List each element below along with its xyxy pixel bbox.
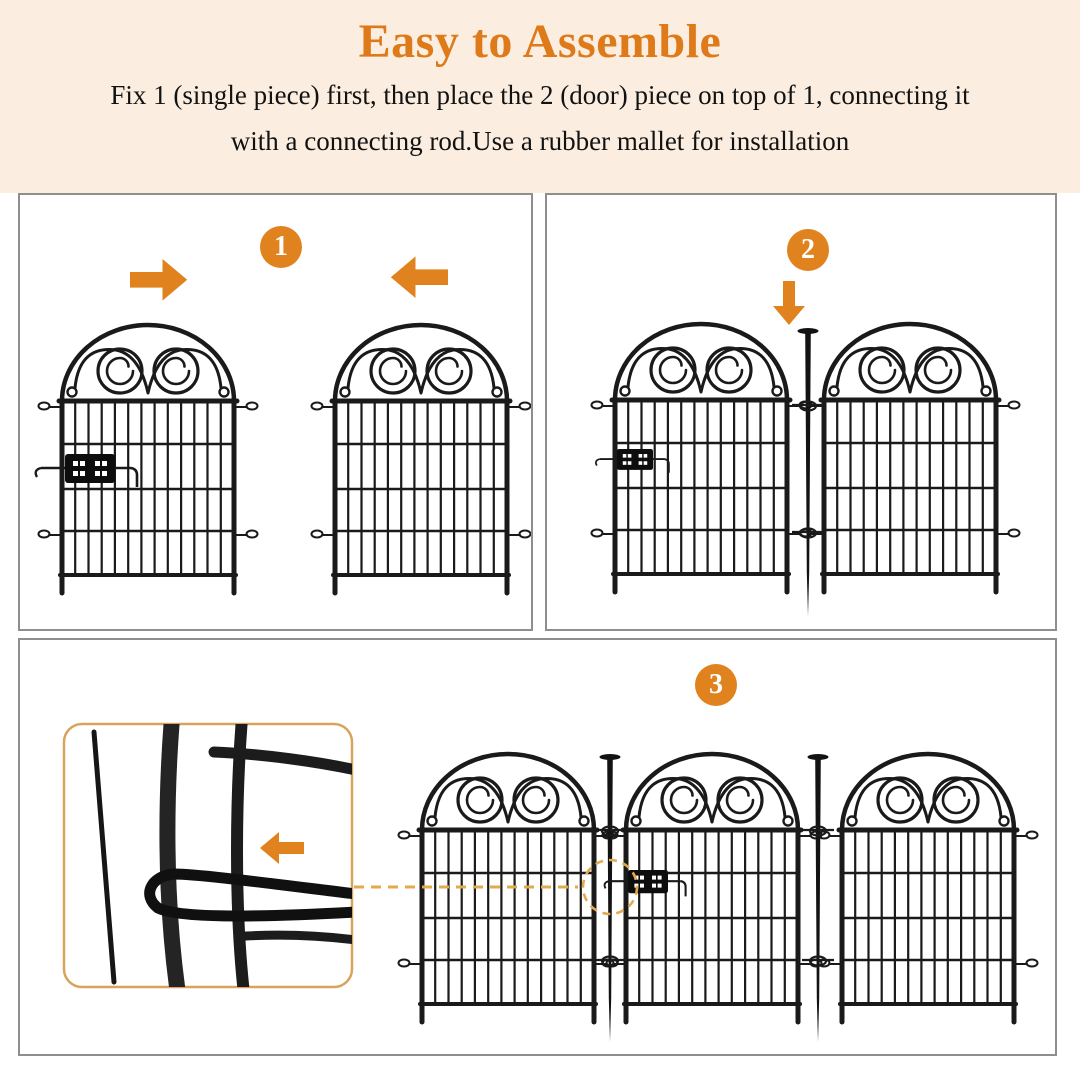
step-2-badge: [787, 229, 829, 271]
subtitle-line-2: with a connecting rod.Use a rubber mallet for installation: [230, 126, 850, 157]
connecting-rod-left: [600, 754, 621, 1042]
page-title: Easy to Assemble: [358, 15, 722, 68]
step-1-number: 1: [274, 231, 288, 262]
step-3-badge: [695, 664, 737, 706]
fence-panel-3: [819, 754, 1038, 1022]
step-3-illustration: [20, 640, 1055, 1054]
arrow-right-icon: [130, 259, 187, 301]
gate-latch: [596, 449, 669, 473]
step-1-badge: [260, 226, 302, 268]
arrow-left-icon: [391, 256, 448, 298]
step-3-panel: [18, 638, 1057, 1056]
step-2-panel: [545, 193, 1057, 631]
gate-latch: [36, 454, 137, 487]
connecting-rod: [798, 328, 819, 616]
header: [0, 0, 1080, 161]
connecting-rod-right: [808, 754, 829, 1042]
fence-panel-right: [801, 324, 1020, 592]
detail-inset: [64, 718, 356, 994]
step-1-panel: [18, 193, 533, 631]
arrow-down-icon: [773, 281, 805, 325]
subtitle-line-1: Fix 1 (single piece) first, then place the 2 (door) piece on top of 1, connecting it: [110, 80, 970, 110]
fence-panel-right: [312, 325, 531, 593]
step-3-number: 3: [709, 669, 723, 700]
step-2-number: 2: [801, 234, 815, 265]
